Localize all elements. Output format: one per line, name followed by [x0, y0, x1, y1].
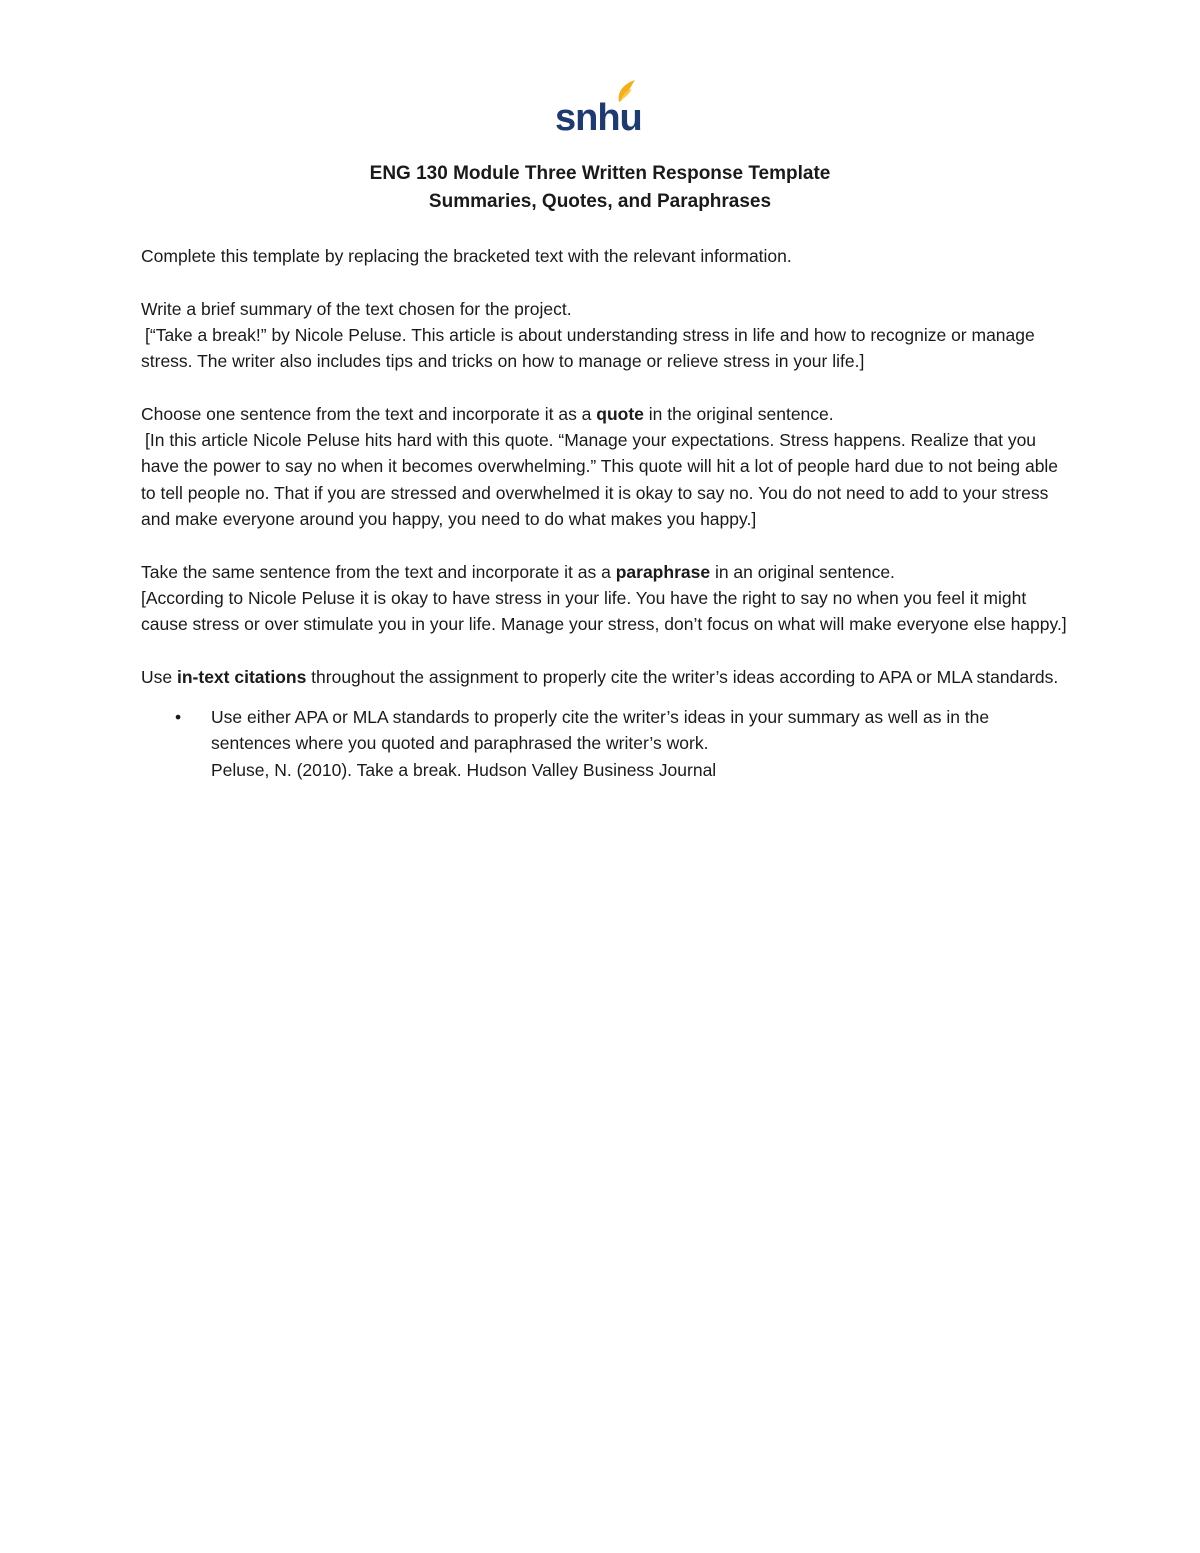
- citations-prompt-bold: in-text citations: [176, 666, 307, 687]
- bullet-icon: •: [175, 707, 182, 728]
- citations-list: [141, 704, 1071, 757]
- paraphrase-prompt-bold: paraphrase: [615, 561, 711, 582]
- paraphrase-answer: [According to Nicole Peluse it is okay to have stress in your life. You have the right to say no when you feel it might cause stress or over stimulate you in your life. Manage your stress, don’t focus on what will make everyone else happy.]: [141, 587, 1067, 635]
- document-body: [141, 243, 1071, 783]
- bullet-text: Use either APA or MLA standards to properly cite the writer’s ideas in your summary as well as in the sentences where you quoted and paraphrased the writer’s work.: [211, 707, 990, 754]
- citations-prompt-text-end: throughout the assignment to properly cite the writer’s ideas according to APA or MLA standards.: [306, 666, 1059, 687]
- quote-prompt: [141, 401, 1071, 427]
- list-item: [141, 704, 1071, 757]
- snhu-logo-graphic: [553, 76, 643, 136]
- summary-answer: [“Take a break!” by Nicole Peluse. This article is about understanding stress in life and how to recognize or manage stress. The writer also includes tips and tricks on how to manage or relieve stress in your life.]: [141, 324, 1035, 372]
- reference-entry: Peluse, N. (2010). Take a break. Hudson Valley Business Journal: [211, 759, 717, 780]
- citations-prompt-text: Use: [141, 666, 177, 687]
- intro-instruction: Complete this template by replacing the bracketed text with the relevant information.: [141, 246, 792, 266]
- document-title: [0, 160, 1200, 216]
- paraphrase-prompt-text: Take the same sentence from the text and incorporate it as a: [141, 561, 616, 582]
- title-line-1: ENG 130 Module Three Written Response Template: [369, 163, 831, 184]
- quote-prompt-bold: quote: [596, 403, 644, 424]
- quote-prompt-text-end: in the original sentence.: [643, 403, 834, 424]
- quote-prompt-text: Choose one sentence from the text and incorporate it as a: [141, 403, 597, 424]
- title-line-2: Summaries, Quotes, and Paraphrases: [428, 191, 772, 212]
- snhu-logo: [553, 76, 643, 136]
- citations-prompt: [141, 664, 1071, 690]
- paraphrase-prompt: [141, 559, 1071, 585]
- logo-wordmark: snhu: [555, 97, 642, 136]
- paraphrase-prompt-text-end: in an original sentence.: [710, 561, 895, 582]
- quote-answer: [In this article Nicole Peluse hits hard with this quote. “Manage your expectations. Stress happens. Realize that you have the power to say no when it becomes overwhelming.” This quote will hit a lot of people hard due to not being able to tell people no. That if you are stressed and overwhelmed it is okay to say no. You do not need to add to your stress and make everyone around you happy, you need to do what makes you happy.]: [141, 430, 1059, 529]
- summary-prompt: Write a brief summary of the text chosen for the project.: [141, 298, 572, 319]
